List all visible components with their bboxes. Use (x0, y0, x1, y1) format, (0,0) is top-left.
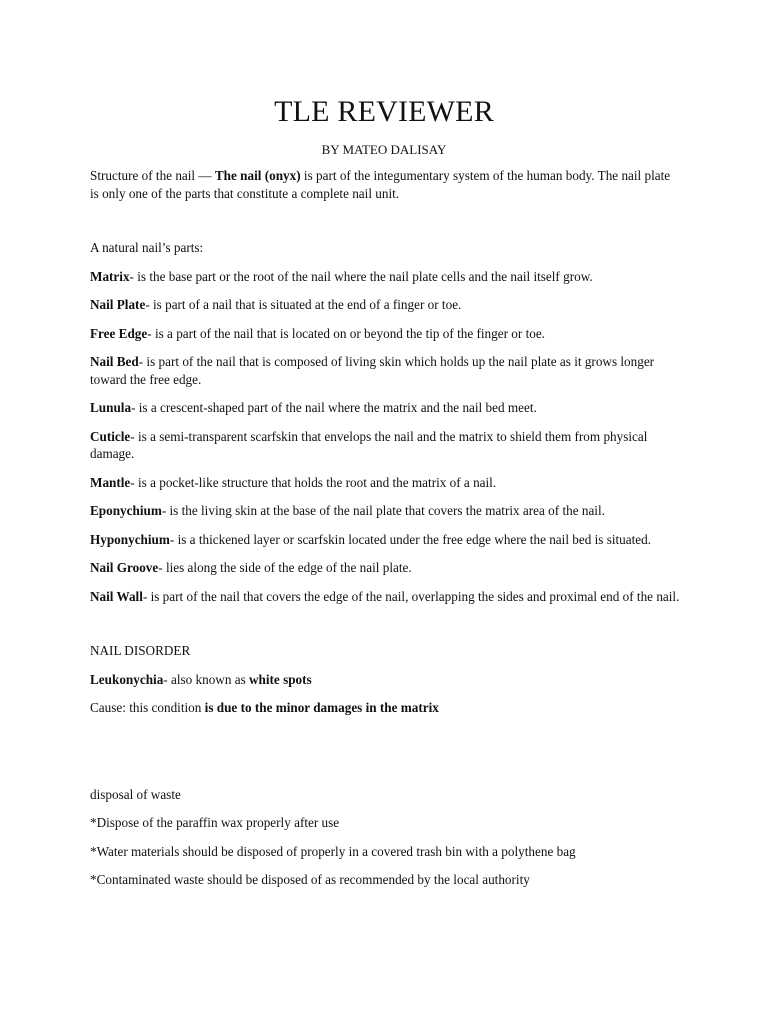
part-term: Matrix (90, 268, 130, 284)
document-title: TLE REVIEWER (274, 95, 494, 128)
spacer (90, 213, 682, 239)
spacer (90, 728, 682, 786)
part-text: - is a crescent-shaped part of the nail where the matrix and the nail bed meet. (131, 400, 537, 415)
part-text: - is a semi-transparent scarfskin that envelops the nail and the matrix to shield them from physical damage. (90, 428, 648, 461)
spacer (90, 616, 682, 642)
document-byline: BY MATEO DALISAY (321, 142, 447, 157)
part-text: - is the base part or the root of the nail where the nail plate cells and the nail itself grow. (129, 268, 593, 284)
disorder-heading: NAIL DISORDER (90, 643, 191, 658)
cause-bold: is due to the minor damages in the matrix (204, 700, 439, 715)
part-text: - is the living skin at the base of the nail plate that covers the matrix area of the nail. (161, 503, 605, 518)
part-definition (90, 399, 682, 417)
part-definition (90, 268, 682, 286)
part-text: - lies along the side of the edge of the nail plate. (158, 560, 412, 575)
disorder-alias: white spots (249, 671, 312, 687)
part-text: - is a part of the nail that is located on or beyond the tip of the finger or toe. (147, 325, 545, 341)
disorder-term: Leukonychia (90, 671, 164, 687)
part-text: - is part of the nail that covers the edge of the nail, overlapping the sides and proximal end of the nail. (142, 588, 680, 604)
part-term: Nail Groove (90, 560, 159, 575)
part-term: Mantle (90, 474, 131, 490)
part-term: Lunula (90, 400, 132, 415)
waste-item: *Dispose of the paraffin wax properly after use (90, 815, 340, 830)
intro-paragraph (90, 167, 682, 202)
part-definition (90, 474, 682, 492)
intro-text: is part of the integumentary system of the human body. The nail plate is only one of the parts that constitute a complete nail unit. (90, 168, 671, 201)
document-body (90, 167, 682, 900)
part-definition (90, 559, 682, 577)
disorder-text: - also known as (163, 671, 250, 687)
part-definition (90, 531, 682, 549)
disorder-cause (90, 699, 682, 717)
part-text: - is a thickened layer or scarfskin located under the free edge where the nail bed is situated. (169, 531, 652, 547)
part-text: - is part of the nail that is composed of living skin which holds up the nail plate as it grows longer toward the free edge. (90, 354, 655, 387)
waste-item: *Water materials should be disposed of properly in a covered trash bin with a polythene bag (90, 843, 576, 859)
part-definition (90, 502, 682, 520)
disorder-definition (90, 671, 682, 689)
part-term: Cuticle (90, 428, 131, 444)
part-term: Nail Plate (90, 297, 146, 312)
cause-prefix: Cause: this condition (90, 700, 205, 715)
part-term: Eponychium (90, 503, 162, 518)
waste-item: *Contaminated waste should be disposed of as recommended by the local authority (90, 872, 530, 887)
parts-heading: A natural nail’s parts: (90, 240, 204, 255)
part-term: Nail Wall (90, 588, 143, 604)
part-definition (90, 296, 682, 314)
part-definition (90, 588, 682, 606)
intro-prefix: Structure of the nail — (90, 168, 215, 183)
part-term: Free Edge (90, 325, 148, 341)
part-definition (90, 325, 682, 343)
part-definition (90, 353, 682, 388)
part-term: Hyponychium (90, 531, 170, 547)
intro-term: The nail (onyx) (214, 168, 301, 183)
part-definition (90, 428, 682, 463)
part-term: Nail Bed (90, 354, 139, 369)
waste-heading: disposal of waste (90, 786, 181, 802)
part-text: - is part of a nail that is situated at the end of a finger or toe. (145, 297, 462, 312)
part-text: - is a pocket-like structure that holds the root and the matrix of a nail. (130, 474, 497, 490)
